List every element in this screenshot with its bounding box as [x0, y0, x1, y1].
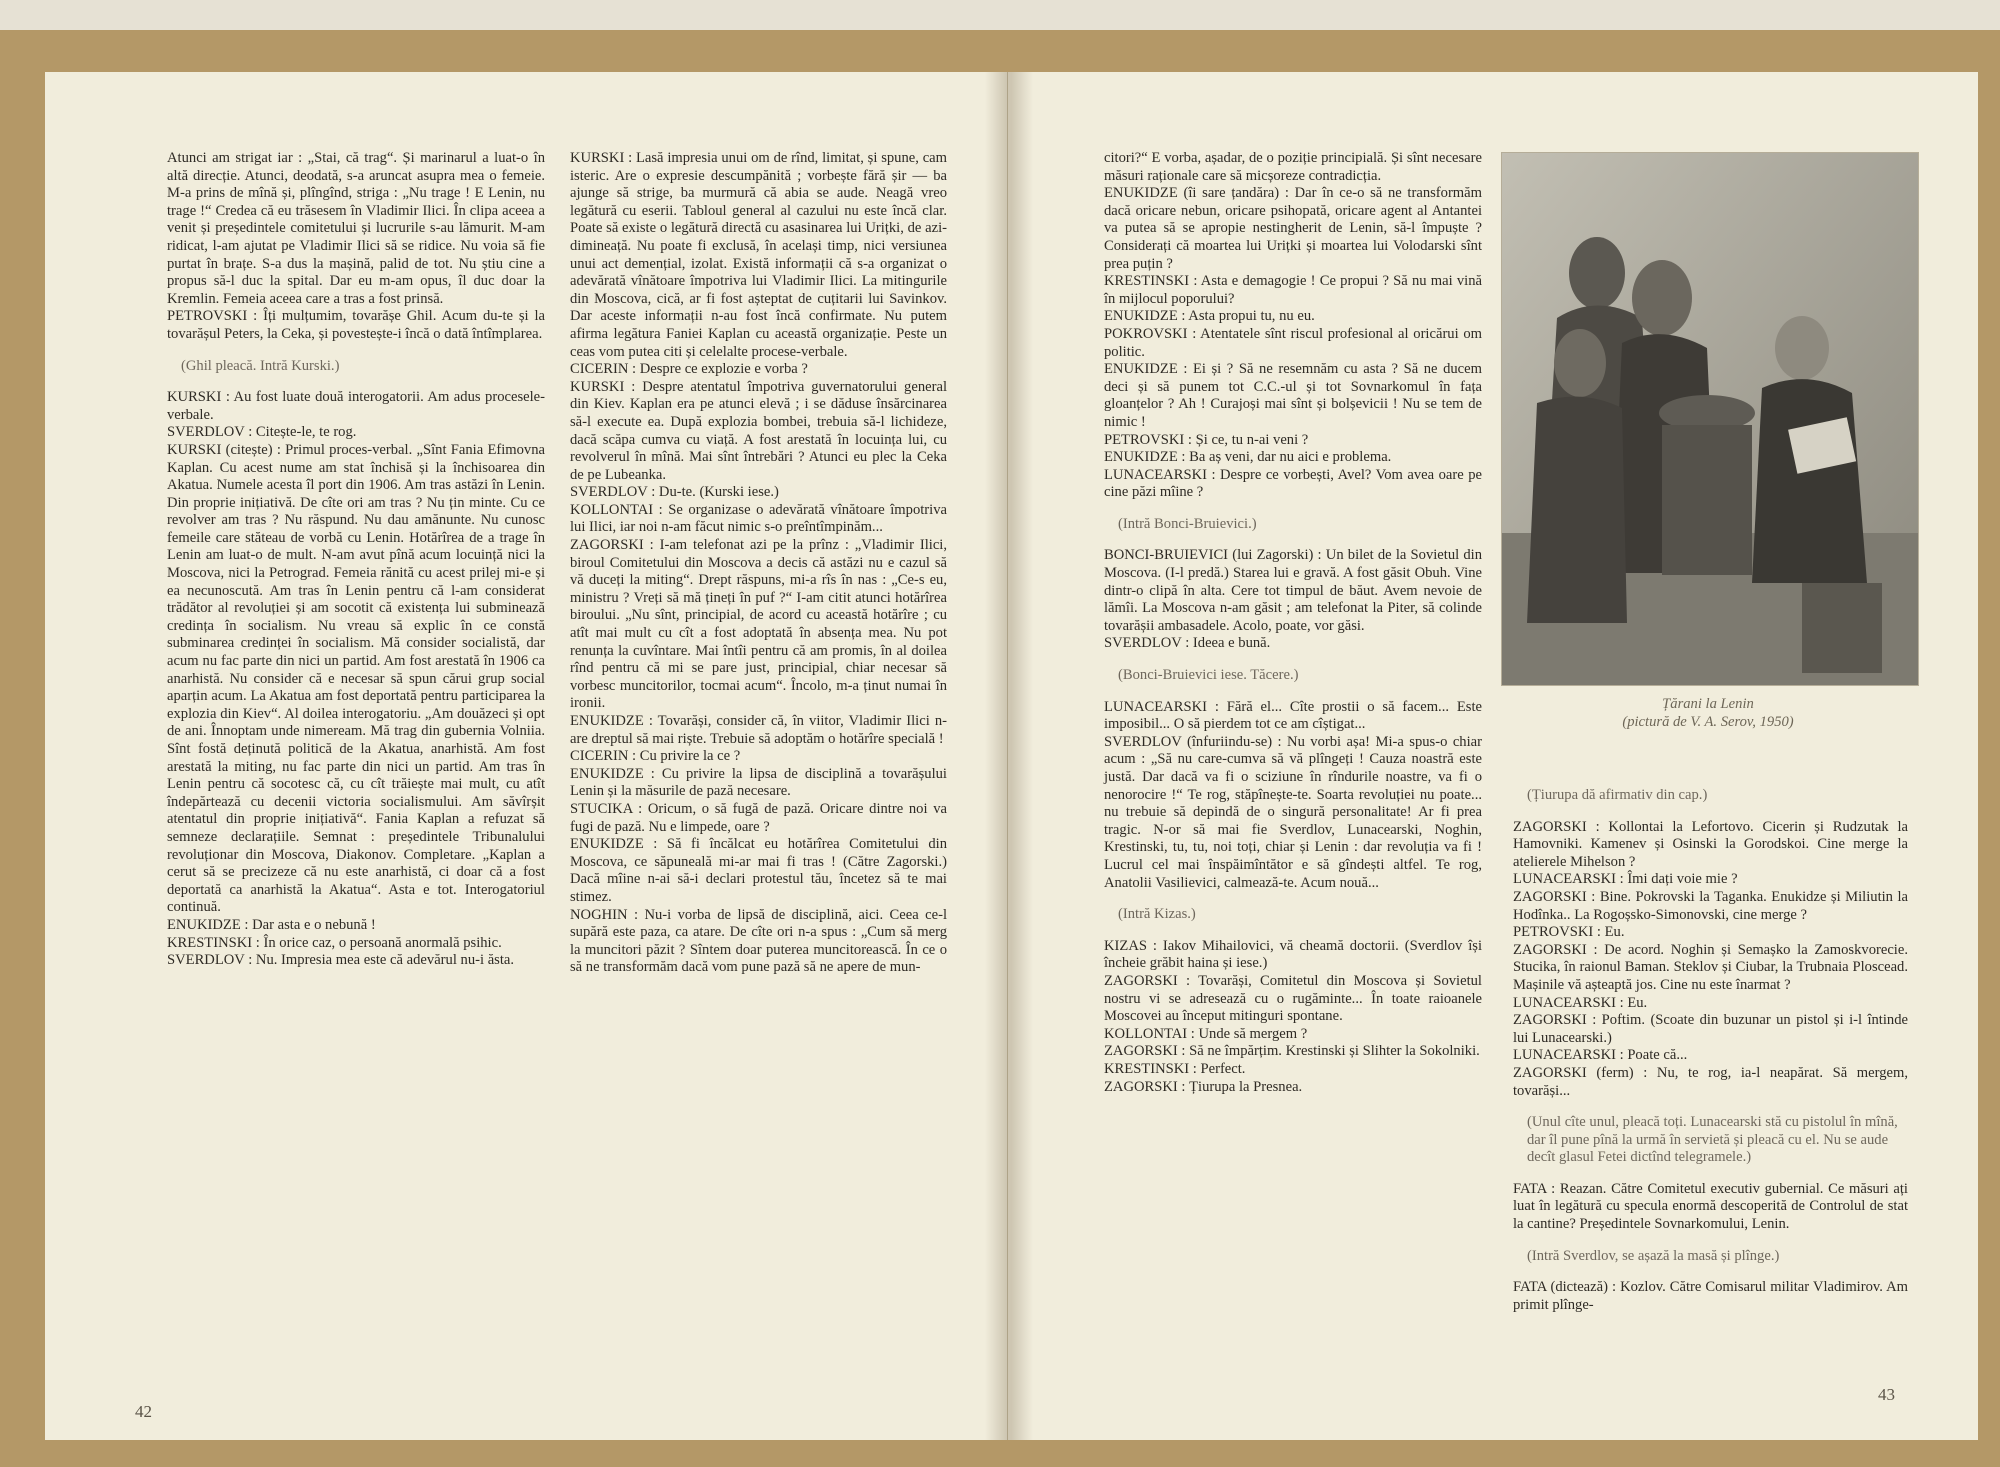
dialogue-paragraph: ENUKIDZE : Dar asta e o nebună !	[167, 916, 376, 933]
dialogue-paragraph: LUNACEARSKI : Eu.	[1513, 994, 1648, 1011]
left-page-column-1	[167, 150, 545, 970]
dialogue-paragraph: KOLLONTAI : Unde să mergem ?	[1104, 1025, 1308, 1042]
dialogue-paragraph: SVERDLOV : Nu. Impresia mea este că adevărul nu-i ăsta.	[167, 952, 515, 969]
dialogue-paragraph: ENUKIDZE : Tovarăși, consider că, în viitor, Vladimir Ilici n-are dreptul să mai riște. Trebuie să adoptăm o hotărîre specială !	[570, 713, 947, 747]
dialogue-paragraph: ENUKIDZE : Ei și ? Să ne resemnăm cu asta ? Să ne ducem deci și să punem tot C.C.-ul și tot Sovnarkomul în fața gloanțelor ? Ah ! Curajoși mai sînt și bolșevicii ! Nu se tem de nimic !	[1104, 361, 1482, 430]
dialogue-paragraph: SVERDLOV : Citește-le, te rog.	[167, 424, 357, 441]
dialogue-paragraph: ZAGORSKI : Poftim. (Scoate din buzunar un pistol și i-l întinde lui Lunacearski.)	[1513, 1012, 1908, 1046]
dialogue-paragraph: CICERIN : Cu privire la ce ?	[570, 748, 741, 765]
scanner-background	[0, 0, 2000, 30]
dialogue-paragraph: LUNACEARSKI : Fără el... Cîte prostii o să facem... Este imposibil... O să pierdem tot ce am cîștigat...	[1104, 698, 1482, 733]
dialogue-paragraph: FATA : Reazan. Către Comitetul executiv gubernial. Ce măsuri ați luat în legătură cu specula enormă descoperită de Controlul de stat la cantine? Președintele Sovnarkomului, Lenin.	[1513, 1180, 1908, 1233]
stage-direction: (Bonci-Bruievici iese. Tăcere.)	[1118, 667, 1299, 684]
dialogue-paragraph: KRESTINSKI : Perfect.	[1104, 1060, 1246, 1077]
left-page	[45, 72, 1008, 1440]
caption-title: Țărani la Lenin	[1662, 696, 1754, 712]
dialogue-paragraph: FATA (dictează) : Kozlov. Către Comisarul militar Vladimirov. Am primit plînge-	[1513, 1279, 1908, 1313]
dialogue-paragraph: NOGHIN : Nu-i vorba de lipsă de disciplină, aici. Ceea ce-l supără este paza, ca atare. De cîte ori n-a spus : „Cum să merg la muncitori păzit ? Sîntem doar puterea muncitorească. În ce o să ne transformăm dacă vom pune pază să ne apere de mun-	[570, 906, 947, 976]
dialogue-paragraph: ZAGORSKI : Tovarăși, Comitetul din Moscova și Sovietul nostru vi se adresează cu o rugăminte... În toate raioanele Moscovei au început mitinguri spontane.	[1104, 972, 1482, 1025]
dialogue-paragraph: ENUKIDZE : Să fi încălcat eu hotărîrea Comitetului din Moscova, ce săpuneală mi-ar mai fi tras ! (Către Zagorski.) Dacă mîine n-ai să-i declari protestul tău, încetez să te mai stimez.	[570, 836, 947, 905]
dialogue-paragraph: PETROVSKI : Eu.	[1513, 924, 1625, 941]
dialogue-paragraph: POKROVSKI : Atentatele sînt riscul profesional al oricărui om politic.	[1104, 325, 1482, 360]
caption-credit: (pictură de V. A. Serov, 1950)	[1622, 713, 1794, 730]
dialogue-paragraph: Atunci am strigat iar : „Stai, că trag“. Și marinarul a luat-o în altă direcție. Atunci, deodată, s-a aruncat asupra mea o femeie. M-a prins de mînă și, plîngînd, striga : „Nu trage ! E Lenin, nu trage !“ Credea că eu trăsesem în Vladimir Ilici. În clipa aceea a venit și președintele comitetului și lucrurile s-au lămurit. M-am ridicat, l-am ajutat pe Vladimir Ilici să se ridice. Nu voia să fie purtat în brațe. S-a dus la mașină, palid de tot. Nu știu cine a propus să-l duc la spital. Dar eu m-am opus, îl duc doar la Kremlin. Femeia aceea care a tras a fost prinsă.	[167, 150, 545, 307]
illustration-painting	[1501, 152, 1919, 686]
book-cover	[0, 30, 2000, 1467]
stage-direction: (Intră Bonci-Bruievici.)	[1118, 515, 1257, 532]
stage-direction: (Intră Kizas.)	[1118, 906, 1196, 923]
stage-direction: (Țiurupa dă afirmativ din cap.)	[1527, 787, 1708, 803]
dialogue-paragraph: CICERIN : Despre ce explozie e vorba ?	[570, 361, 808, 378]
dialogue-paragraph: KRESTINSKI : În orice caz, o persoană anormală psihic.	[167, 934, 502, 951]
dialogue-paragraph: SVERDLOV : Du-te. (Kurski iese.)	[570, 484, 779, 501]
dialogue-paragraph: ZAGORSKI : Bine. Pokrovski la Taganka. Enukidze și Miliutin la Hodînka.. La Rogoșsko-Simonovski, cine merge ?	[1513, 888, 1908, 923]
stage-direction: (Ghil pleacă. Intră Kurski.)	[181, 357, 340, 374]
right-page-column-1	[1104, 150, 1482, 1096]
stage-direction: (Intră Sverdlov, se așază la masă și plînge.)	[1527, 1247, 1780, 1264]
dialogue-paragraph: ENUKIDZE : Asta propui tu, nu eu.	[1104, 308, 1315, 325]
dialogue-paragraph: PETROVSKI : Și ce, tu n-ai veni ?	[1104, 431, 1309, 448]
left-page-column-2	[570, 150, 947, 977]
dialogue-paragraph: KURSKI : Lasă impresia unui om de rînd, limitat, și spune, cam isteric. Are o expresie descumpănită ; vorbește fără șir — ba ajunge să strige, ba murmură că abia se aude. Neagă vreo legătură cu eserii. Tabloul general al cazului nu este încă clar. Poate să existe o legătură directă cu asasinarea lui Urițki, de azi-dimineață. Nu poate fi exclusă, în același timp, nici versiunea unui act demențial, izolat. Există informații că s-a organizat o adevărată vînătoare împotriva lui Vladimir Ilici. La mitingurile din Moscova, cică, ar fi fost așteptat de cuțitarii lui Savinkov. Dar aceste informații n-au fost încă confirmate. Nu putem afirma legătura Faniei Kaplan cu această organizație. Peste un ceas vom putea citi și celelalte procese-verbale.	[570, 150, 947, 360]
dialogue-paragraph: citori?“ E vorba, așadar, de o poziție principială. Și sînt necesare măsuri raționale care să micșoreze contradicția.	[1104, 150, 1482, 184]
page-number-left: 42	[135, 1402, 152, 1421]
right-page	[1008, 72, 1978, 1440]
painting-image	[1502, 153, 1918, 685]
dialogue-paragraph: ZAGORSKI : Să ne împărțim. Krestinski și Slihter la Sokolniki.	[1104, 1043, 1480, 1060]
right-page-column-2	[1513, 773, 1908, 1314]
dialogue-paragraph: ZAGORSKI : Kollontai la Lefortovo. Cicerin și Rudzutak la Hamovniki. Kamenev și Osinski la Gorodskoi. Cine merge la atelierele Mihelson ?	[1513, 818, 1908, 870]
dialogue-paragraph: KIZAS : Iakov Mihailovici, vă cheamă doctorii. (Sverdlov își încheie grăbit haina și iese.)	[1104, 937, 1482, 972]
dialogue-paragraph: STUCIKA : Oricum, o să fugă de pază. Oricare dintre noi va fugi de pază. Nu e limpede, oare ?	[570, 800, 947, 835]
dialogue-paragraph: KURSKI : Despre atentatul împotriva guvernatorului general din Kiev. Kaplan era pe atunci elevă ; i se dăduse însărcinarea să-l execute ea. După explozia bombei, trebuia să-l lichideze, dacă scăpa cumva cu viață. A fost arestată în locuința lui, cu revolverul în mînă. Mai sînt întrebări ? Atunci eu plec la Ceka de pe Lubeanka.	[570, 378, 947, 483]
dialogue-paragraph: KURSKI : Au fost luate două interogatorii. Am adus procesele-verbale.	[167, 389, 545, 423]
dialogue-paragraph: PETROVSKI : Îți mulțumim, tovarășe Ghil. Acum du-te și la tovarășul Peters, la Ceka, și povestește-i încă o dată întîmplarea.	[167, 308, 545, 342]
dialogue-paragraph: BONCI-BRUIEVICI (lui Zagorski) : Un bilet de la Sovietul din Moscova. (I-l predă.) Starea lui e gravă. A fost găsit Obuh. Vine dintr-o clipă în alta. Cere tot timpul de băut. Avem nevoie de lămîi. La Moscova n-am găsit ; am telefonat la Piter, să colinde tovarășii ambasadele. Acolo, poate, vor găsi.	[1104, 547, 1482, 634]
dialogue-paragraph: ENUKIDZE (îi sare țandăra) : Dar în ce-o să ne transformăm dacă oricare nebun, oricare psihopată, oricare agent al Antantei va putea să se apropie nestingherit de Lenin, să-l împuște ? Considerați că moartea lui Urițki și moartea lui Volodarski sînt prea puțin ?	[1104, 185, 1482, 272]
illustration-caption	[1508, 696, 1908, 731]
dialogue-paragraph: KOLLONTAI : Se organizase o adevărată vînătoare împotriva lui Ilici, iar noi n-am făcut nimic s-o preîntîmpinăm...	[570, 501, 947, 536]
dialogue-paragraph: KURSKI (citește) : Primul proces-verbal. „Sînt Fania Efimovna Kaplan. Cu acest nume am stat închisă și la închisoarea din Akatua. Numele acesta îl port din 1906. Am tras astăzi în Lenin. Din proprie inițiativă. De cîte ori am tras ? Nu țin minte. Cu ce revolver am tras ? Nu răspund. Nu dau amănunte. Nu cunosc femeile care stăteau de vorbă cu Lenin. Hotărîrea de a trage în Lenin am luat-o de mult. N-am avut pînă acum locuință nici la Moscova, nici la Petrograd. Femeia rănită cu acest prilej mi-e și ea necunoscută. Am tras în Lenin pentru că l-am considerat trădător al revoluției și am socotit că existența lui subminează credința în socialism. Nu vreau să explic în ce constă subminarea credinței în socialism. Mă consider socialistă, dar acum nu fac parte din nici un partid. Am fost arestată în 1906 ca anarhistă. Nu consider că e necesar să spun cărui grup social aparțin acum. La Akatua am fost deportată pentru participarea la explozia din Kiev“. Al doilea interogatoriu. „Am douăzeci și opt de ani. Înnoptam unde nimeream. Mă trag din gubernia Volniia. Sînt fostă deținută politică de la Akatua, anarhistă. Am fost arestată la miting, nu fac parte din nici un partid. Am tras în Lenin pentru că socotesc că, cu cît trăiește mai mult, cu atît îndepărtează cu decenii victoria socialismului. Am săvîrșit atentatul din proprie inițiativă“. Fania Kaplan a refuzat să semneze declarațiile. Semnat : președintele Tribunalului revoluționar din Moscova, Diakonov. Completare. „Kaplan a cerut să se precizeze că nu este anarhistă, ci doar că a fost deportată ca anarhistă la Akatua“. Asta e tot. Interogatoriul continuă.	[167, 441, 545, 916]
stage-direction: (Unul cîte unul, pleacă toți. Lunacearski stă cu pistolul în mînă, dar îl pune pînă la urmă în servietă și pleacă cu el. Nu se aude decît glasul Fetei dictînd telegramele.)	[1527, 1114, 1898, 1166]
dialogue-paragraph: ZAGORSKI (ferm) : Nu, te rog, ia-l neapărat. Să mergem, tovarăși...	[1513, 1064, 1908, 1099]
dialogue-paragraph: LUNACEARSKI : Despre ce vorbești, Avel? Vom avea oare pe cine păzi mîine ?	[1104, 466, 1482, 501]
dialogue-paragraph: SVERDLOV (înfuriindu-se) : Nu vorbi așa! Mi-a spus-o chiar acum : „Să nu care-cumva să vă plîngeți ! Cauza noastră este justă. Dar dacă va fi o sciziune în rîndurile noastre, va fi o nenorocire !“ Te rog, stăpînește-te. Soarta revoluției nu poate... nu trebuie să depindă de o singură personalitate! Ar fi prea tragic. N-or să mai fie Sverdlov, Lunacearski, Noghin, Krestinski, tu, tu, noi toți, chiar și Lenin : dar revoluția va fi ! Lucrul cel mai înspăimîntător e să gîndești altfel. Te rog, Anatolii Vasilievici, calmează-te. Acum nouă...	[1104, 733, 1482, 891]
dialogue-paragraph: ZAGORSKI : De acord. Noghin și Semașko la Zamoskvorecie. Stucika, în raionul Baman. Steklov și Ciubar, la Trubnaia Ploscead. Mașinile vă așteaptă jos. Cine nu este înarmat ?	[1513, 941, 1908, 993]
dialogue-paragraph: ENUKIDZE : Ba aș veni, dar nu aici e problema.	[1104, 449, 1392, 466]
dialogue-paragraph: LUNACEARSKI : Îmi dați voie mie ?	[1513, 871, 1738, 888]
page-number-right: 43	[1878, 1385, 1895, 1404]
dialogue-paragraph: SVERDLOV : Ideea e bună.	[1104, 635, 1271, 652]
dialogue-paragraph: LUNACEARSKI : Poate că...	[1513, 1047, 1688, 1064]
dialogue-paragraph: KRESTINSKI : Asta e demagogie ! Ce propui ? Să nu mai vină în mijlocul poporului?	[1104, 273, 1482, 307]
dialogue-paragraph: ZAGORSKI : Țiurupa la Presnea.	[1104, 1078, 1303, 1095]
dialogue-paragraph: ENUKIDZE : Cu privire la lipsa de disciplină a tovarășului Lenin și la măsurile de pază necesare.	[570, 765, 947, 800]
dialogue-paragraph: ZAGORSKI : I-am telefonat azi pe la prînz : „Vladimir Ilici, biroul Comitetului din Moscova a decis că astăzi nu e cazul să vă duceți la miting“. Drept răspuns, mi-a rîs în nas : „Ce-s eu, ministru ? Vreți să mă țineți în puf ?“ I-am citit atunci hotărîrea biroului. „Nu sînt, principial, de acord cu această hotărîre ; cu atît mai mult cu cît a fost adoptată în absența mea. Nu pot renunța la cuvîntare. Mai întîi pentru că am promis, în al doilea rînd pentru că mi se pare just, principial, chiar necesar să vorbesc muncitorilor, tocmai acum“. Încolo, m-a ținut numai în ironii.	[570, 537, 947, 712]
